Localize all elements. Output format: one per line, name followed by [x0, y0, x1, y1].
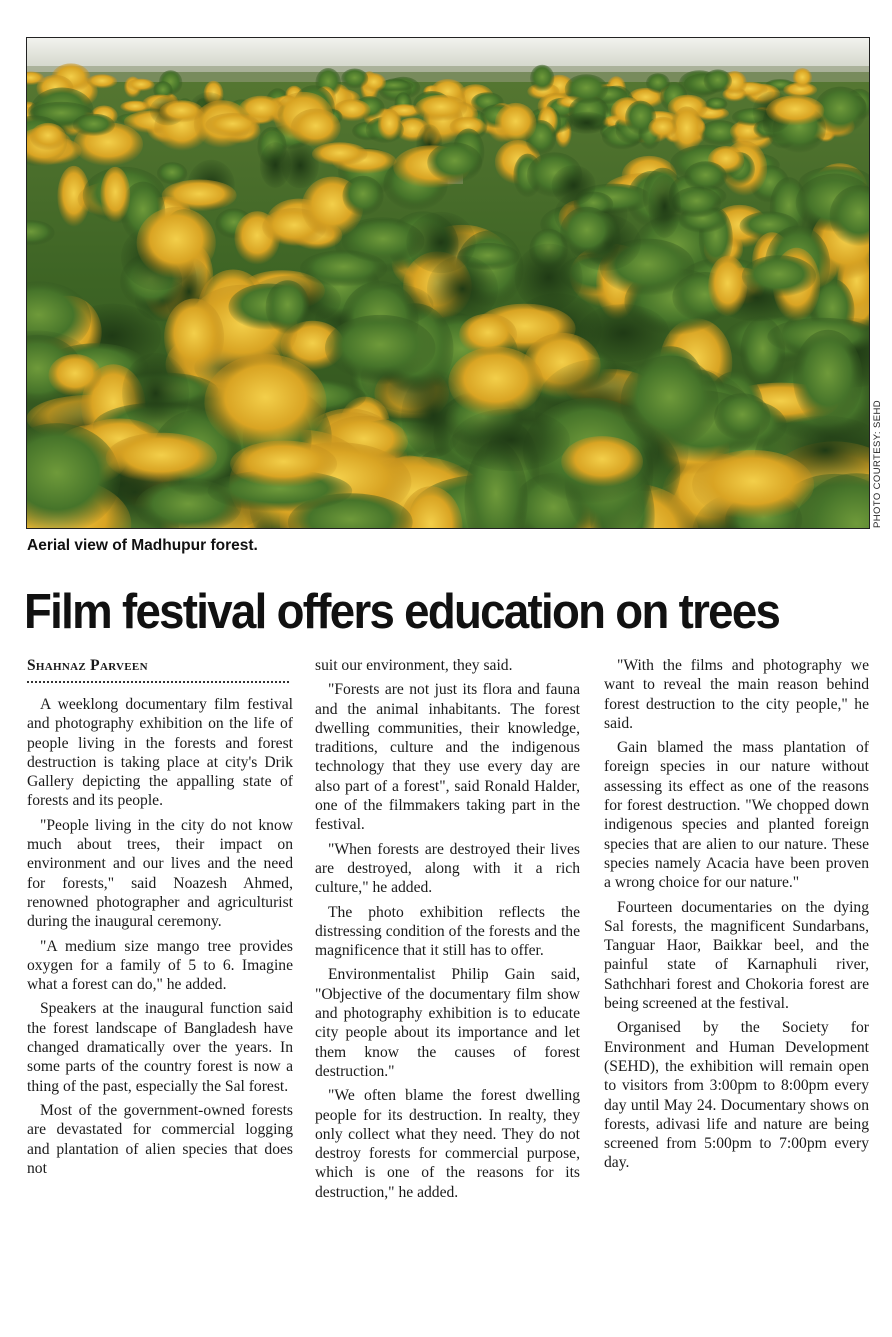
paragraph: Environmentalist Philip Gain said, "Objective of the documentary film show and photography exhibition is to educate city people about its importance and let them know the causes of forest destruction.": [315, 966, 580, 1080]
paragraph-continuation: suit our environment, they said.: [315, 657, 513, 674]
paragraph: "We often blame the forest dwelling people for its destruction. In realty, they only collect what they need. They do not destroy forests for commercial purpose, which is one of the reasons for its destruction," he added.: [315, 1087, 580, 1201]
paragraph: "When forests are destroyed their lives are destroyed, along with it a rich culture," he added.: [315, 840, 580, 897]
article-column-1: [27, 656, 293, 1183]
paragraph: Speakers at the inaugural function said the forest landscape of Bangladesh have changed dramatically over the years. In some parts of the country forest is now a thing of the past, especially the Sal forest.: [27, 1000, 293, 1095]
forest-photo: [26, 37, 870, 529]
paragraph: Organised by the Society for Environment and Human Development (SEHD), the exhibition will remain open to visitors from 3:00pm to 8:00pm every day until May 24. Documentary shows on forests, adivasi life and nature are being screened from 5:00pm to 7:00pm every day.: [604, 1019, 869, 1172]
paragraph: Fourteen documentaries on the dying Sal forests, the magnificent Sundarbans, Tanguar Haor, Baikkar beel, and the painful state of Karnaphuli river, Sathchhari forest and Chokoria forest are being screened at the festival.: [604, 898, 869, 1013]
paragraph: Most of the government-owned forests are devastated for commercial logging and plantation of alien species that does not: [27, 1101, 293, 1177]
headline: Film festival offers education on trees: [24, 585, 780, 639]
photo-caption: Aerial view of Madhupur forest.: [27, 537, 258, 554]
photo-courtesy-credit: PHOTO COURTESY: SEHD: [872, 399, 883, 528]
byline-divider: [27, 681, 289, 683]
paragraph: "People living in the city do not know much about trees, their impact on environment and our lives and the need for forests," said Noazesh Ahmed, renowned photographer and agriculturist during the inaugural ceremony.: [27, 816, 293, 931]
paragraph: A weeklong documentary film festival and photography exhibition on the life of people living in the forests and forest destruction is taking place at city's Drik Gallery depicting the appalling state of forests and its people.: [27, 696, 293, 810]
article-column-2: [315, 656, 580, 1207]
article-column-3: [604, 656, 869, 1178]
paragraph: Gain blamed the mass plantation of foreign species in our nature without assessing its effect as one of the reasons for forest destruction. "We chopped down indigenous species and planted foreign species that are alien to our nature. These species namely Acacia have been proven a wrong choice for our nature.": [604, 739, 869, 892]
forest-canopy-image: [27, 38, 869, 528]
paragraph: "With the films and photography we want to reveal the main reason behind forest destruction to the city people," he said.: [604, 657, 869, 732]
paragraph: "A medium size mango tree provides oxygen for a family of 5 to 6. Imagine what a forest can do," he added.: [27, 937, 293, 994]
paragraph: The photo exhibition reflects the distressing condition of the forests and the magnificence that it still has to offer.: [315, 903, 580, 960]
byline: Shahnaz Parveen: [27, 657, 148, 674]
paragraph: "Forests are not just its flora and fauna and the animal inhabitants. The forest dwelling communities, their knowledge, traditions, culture and the indigenous technology that they use every day are also part of a forest", said Ronald Halder, one of the filmmakers taking part in the festival.: [315, 681, 580, 834]
